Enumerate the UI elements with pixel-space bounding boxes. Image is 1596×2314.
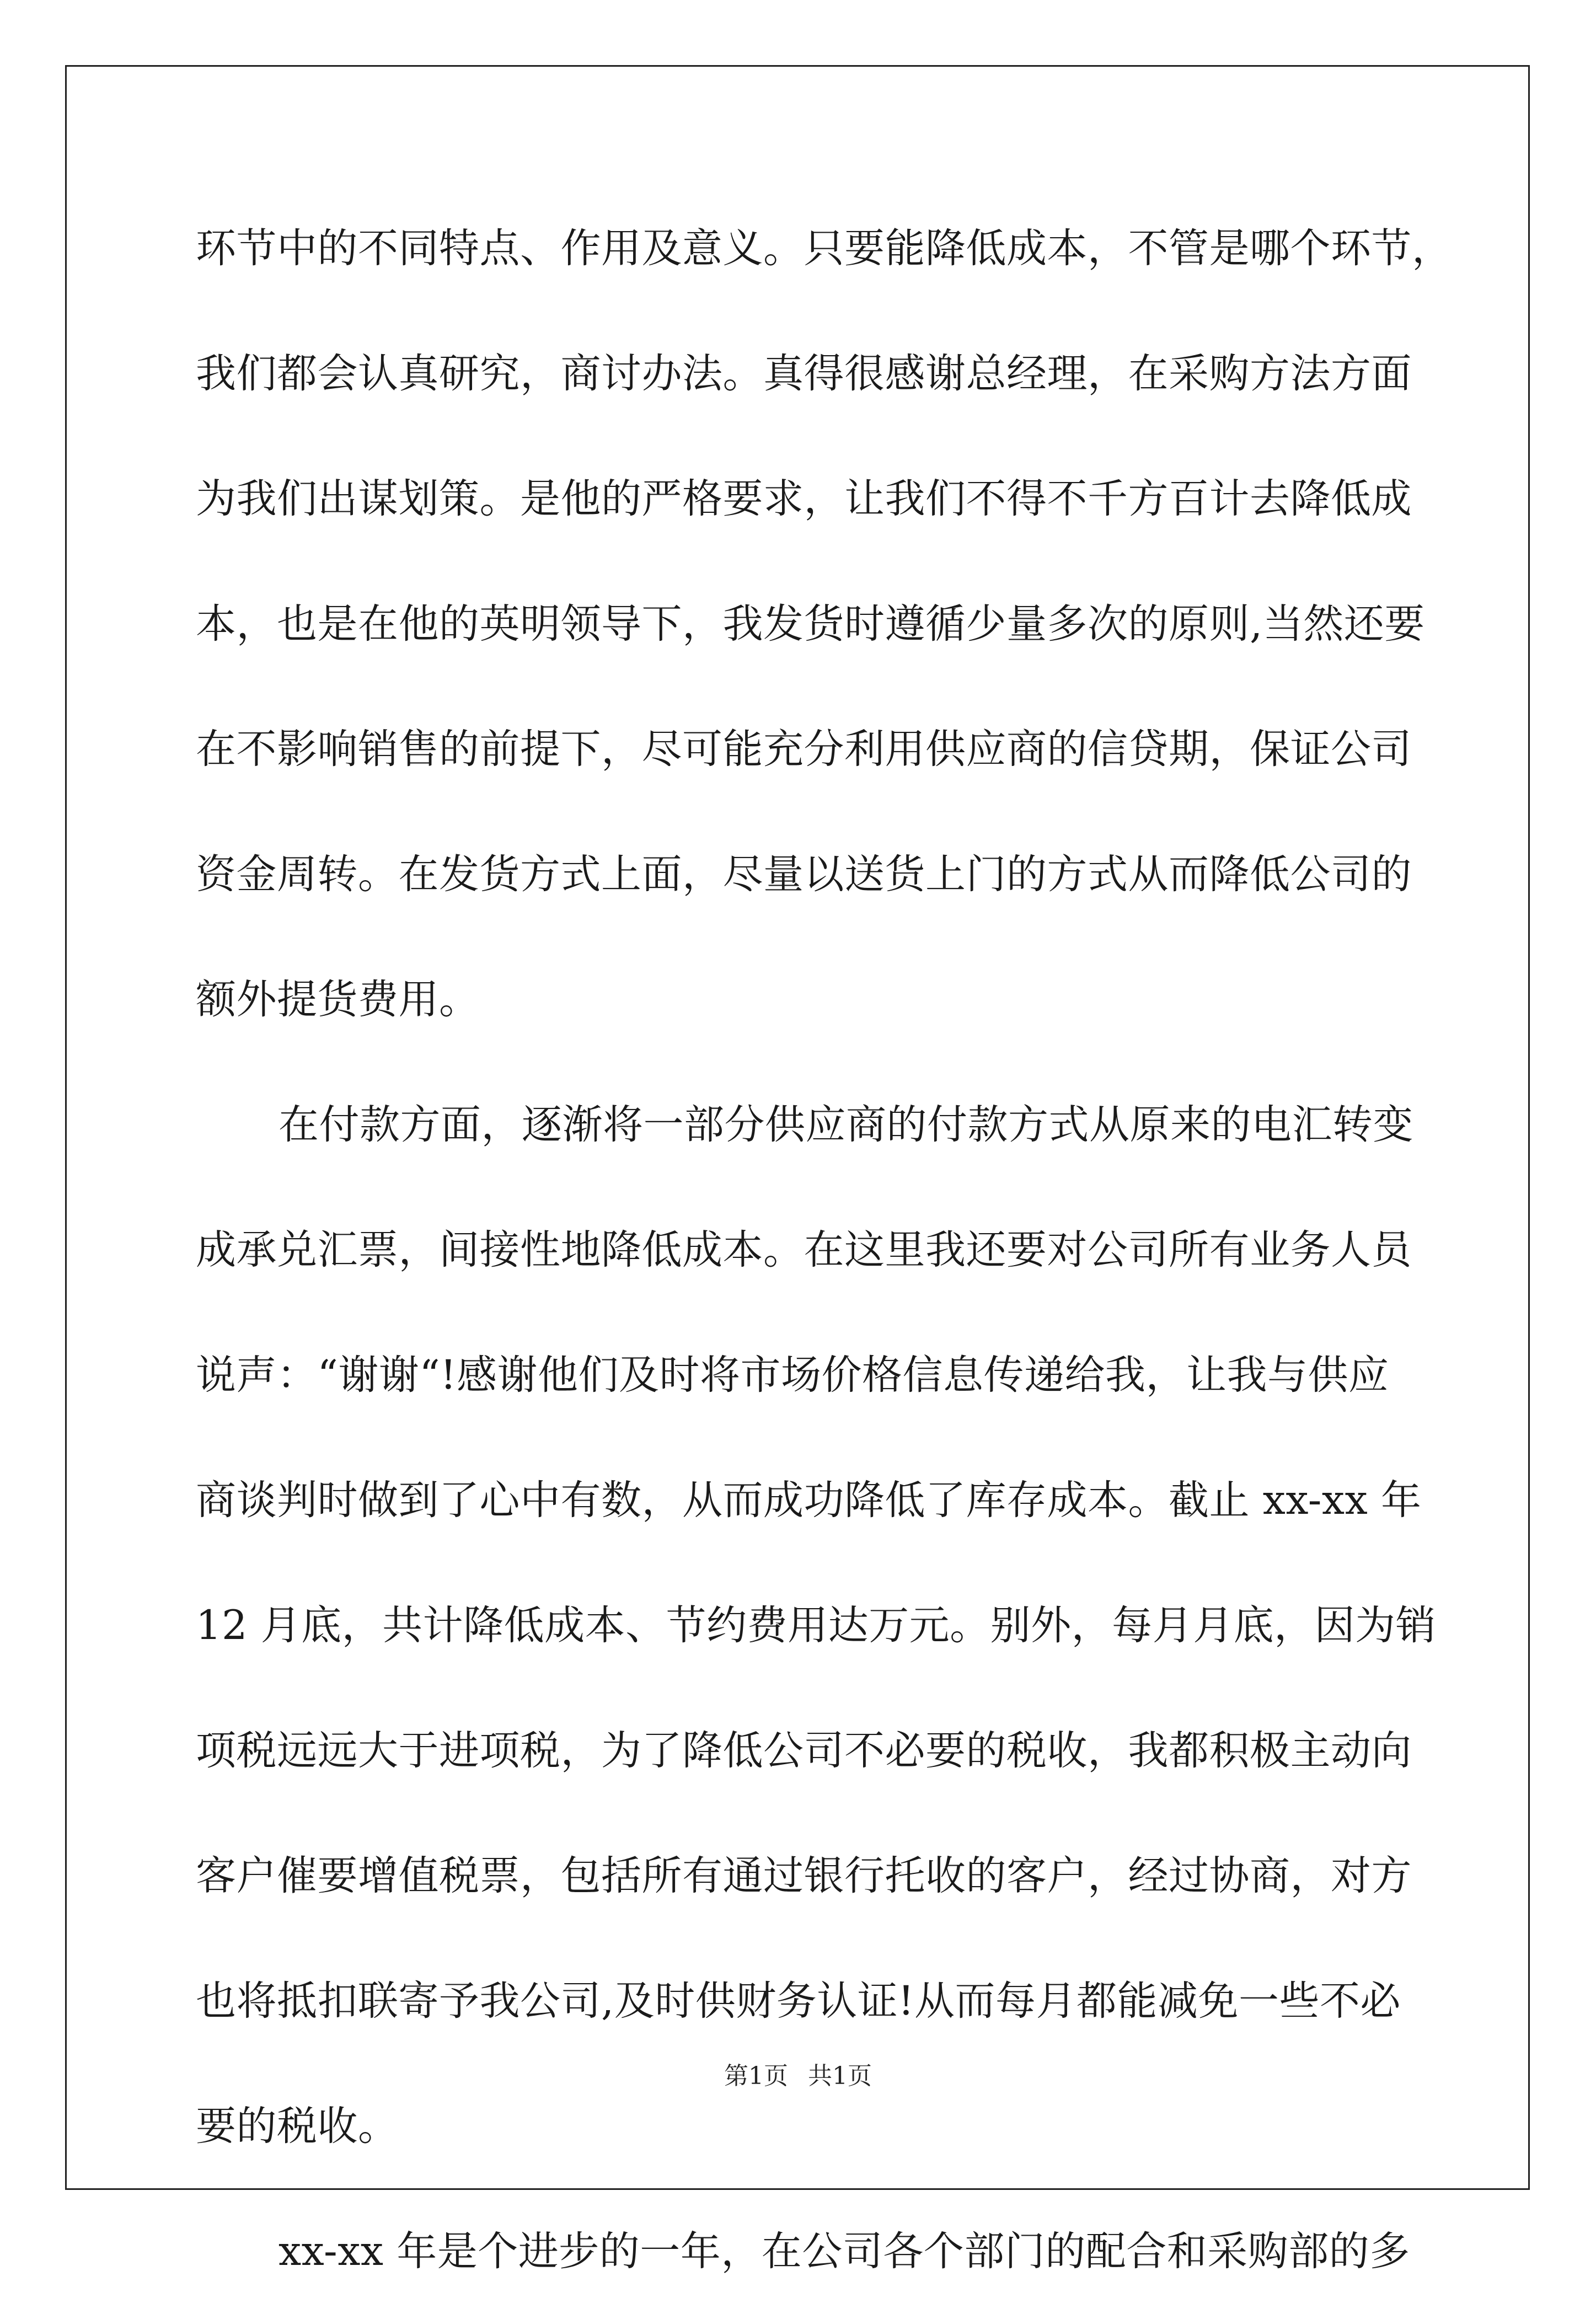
document-body [196, 186, 1453, 2314]
text-line-16: 要的税收。 [196, 2103, 399, 2150]
text-line-6: 资金周转。在发货方式上面，尽量以送货上门的方式从而降低公司的 [196, 851, 1412, 898]
text-line-9: 成承兑汇票，间接性地降低成本。在这里我还要对公司所有业务人员 [196, 1226, 1412, 1273]
text-line-7: 额外提货费用。 [196, 976, 480, 1023]
text-line-12: 12 月底，共计降低成本、节约费用达万元。别外，每月月底，因为销 [196, 1602, 1437, 1649]
text-line-11: 商谈判时做到了心中有数，从而成功降低了库存成本。截止 xx-xx 年 [196, 1477, 1422, 1524]
text-line-13: 项税远远大于进项税，为了降低公司不必要的税收，我都积极主动向 [196, 1727, 1412, 1774]
text-line-4: 本，也是在他的英明领导下，我发货时遵循少量多次的原则,当然还要 [196, 601, 1425, 647]
text-line-3: 为我们出谋划策。是他的严格要求，让我们不得不千方百计去降低成 [196, 475, 1412, 522]
page-number: 第1页 [724, 2062, 788, 2090]
text-line-5: 在不影响销售的前提下，尽可能充分利用供应商的信贷期，保证公司 [196, 726, 1412, 773]
text-line-10: 说声：“谢谢“!感谢他们及时将市场价格信息传递给我，让我与供应 [196, 1352, 1389, 1399]
text-line-15: 也将抵扣联寄予我公司,及时供财务认证!从而每月都能减免一些不必 [196, 1978, 1401, 2024]
text-line-8: 在付款方面，逐渐将一部分供应商的付款方式从原来的电汇转变 [279, 1101, 1413, 1148]
text-line-17: xx-xx 年是个进步的一年，在公司各个部门的配合和采购部的多 [279, 2228, 1410, 2275]
text-line-14: 客户催要增值税票，包括所有通过银行托收的客户，经过协商，对方 [196, 1852, 1412, 1899]
text-line-1: 环节中的不同特点、作用及意义。只要能降低成本，不管是哪个环节， [196, 225, 1453, 272]
text-line-2: 我们都会认真研究，商讨办法。真得很感谢总经理，在采购方法方面 [196, 350, 1412, 397]
page-total: 共1页 [808, 2062, 872, 2090]
page-footer [0, 2060, 1596, 2093]
